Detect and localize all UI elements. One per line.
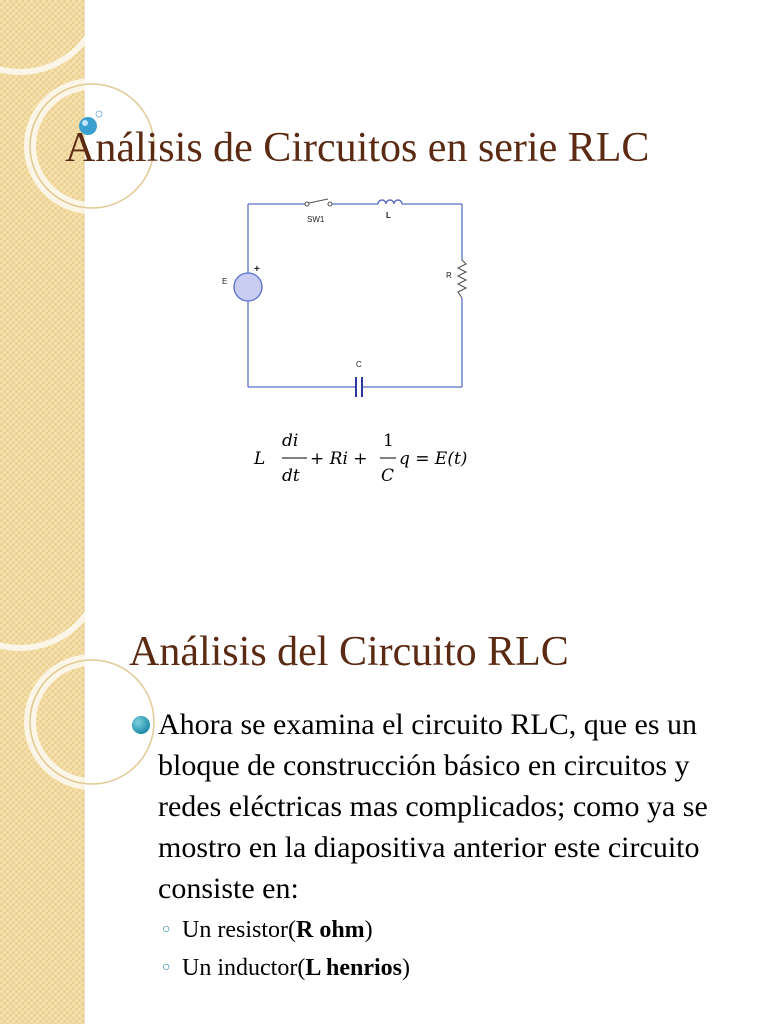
inductor-l <box>378 200 402 204</box>
sub-item-inductor: ○ Un inductor(L henrios) <box>132 949 752 987</box>
eq-l: L <box>254 449 266 469</box>
slide-2 <box>0 576 768 1024</box>
sub-bullet-ring-icon: ○ <box>162 960 171 975</box>
label-l: L <box>386 211 391 220</box>
rlc-equation <box>252 426 492 490</box>
switch-sw1 <box>305 199 332 206</box>
eq-c: C <box>381 466 395 486</box>
main-bullet-text: Ahora se examina el circuito RLC, que es un bloque de construcción básico en circuitos y redes eléctricas mas complicados; como ya se mostro en la diapositiva anterior este circuito consiste en: <box>158 708 708 905</box>
resistor-r <box>458 260 466 298</box>
slide-1-title: Análisis de Circuitos en serie RLC <box>65 125 650 171</box>
bullet-list <box>132 704 752 987</box>
label-r: R <box>446 271 452 280</box>
slide-2-title: Análisis del Circuito RLC <box>129 629 569 675</box>
capacitor-c <box>356 377 362 397</box>
eq-one: 1 <box>383 431 394 451</box>
label-c: C <box>356 360 362 369</box>
label-e: E <box>222 277 228 286</box>
sub-item-resistor: ○ Un resistor(R ohm) <box>132 911 752 949</box>
label-source-sign: + <box>254 264 260 275</box>
bullet-dot-icon <box>132 716 150 734</box>
eq-di: di <box>282 431 299 451</box>
eq-dt: dt <box>282 466 300 486</box>
main-bullet <box>132 704 752 909</box>
label-sw1: SW1 <box>307 215 325 224</box>
eq-q-rest: q = E(t) <box>399 449 468 469</box>
rlc-circuit-diagram <box>210 188 480 403</box>
sub-bullet-ring-icon: ○ <box>162 922 171 937</box>
eq-plus-ri: + Ri + <box>310 449 368 469</box>
